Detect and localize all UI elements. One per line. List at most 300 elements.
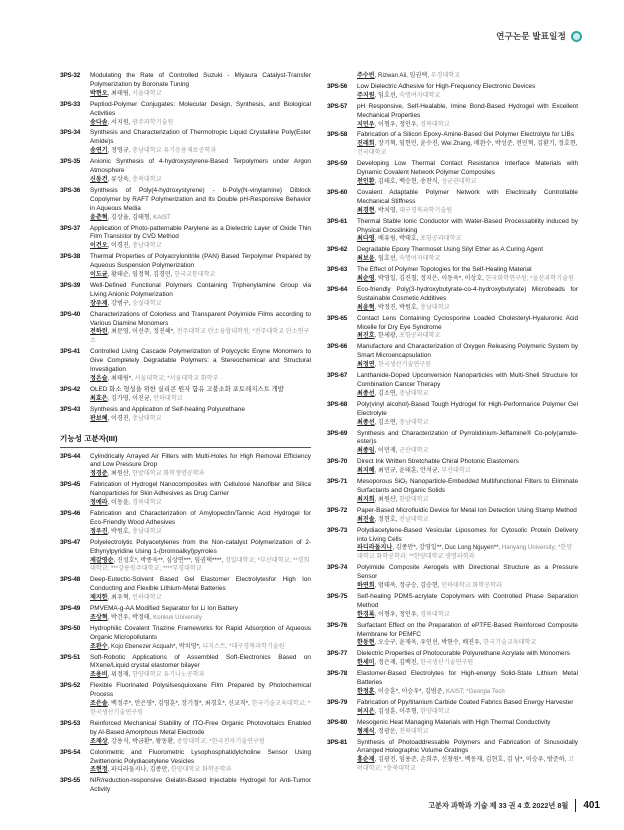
presenting-author: 홍순재 <box>357 756 375 764</box>
coauthors: , 정영규, <box>107 147 133 155</box>
entry-code: 3PS-45 <box>60 481 81 489</box>
entry-body <box>357 478 578 505</box>
affiliation: 인하대학교 <box>132 594 162 602</box>
entry-body <box>90 348 311 384</box>
presenting-author: 정경준 <box>90 470 108 478</box>
coauthors: , 박치영, <box>374 206 400 214</box>
entry-row <box>60 576 311 603</box>
entry-body <box>357 739 578 775</box>
entry-code: 3PS-53 <box>60 719 81 727</box>
entry-code: 3PS-46 <box>60 509 81 517</box>
affiliation: 숭실대학교 <box>132 299 162 307</box>
entry-body <box>357 160 578 187</box>
coauthors: , 박정진, 박원호, <box>374 303 421 311</box>
page-header <box>496 30 582 42</box>
section-heading: 기능성 고분자(III) <box>60 431 311 448</box>
entry-row <box>327 83 578 101</box>
entry-authors <box>90 643 311 652</box>
entry-code: 3PS-47 <box>60 538 81 546</box>
affiliation: 충남대학교 <box>132 242 162 250</box>
entry-row <box>327 507 578 525</box>
entry-code: 3PS-44 <box>60 452 81 460</box>
entry-row <box>327 670 578 697</box>
entry-code: 3PS-67 <box>327 372 348 380</box>
entry-row <box>327 699 578 717</box>
affiliation: 한양대학교 <box>420 707 450 715</box>
coauthors: , 백정주*, 안은영*, 김영훈*, 장기철*, 최경호*, 신교직*, <box>107 700 252 708</box>
entry-code: 3PS-37 <box>60 224 81 232</box>
entry-authors <box>357 140 578 158</box>
entry-row <box>60 605 311 623</box>
coauthors: , 박원호, <box>107 527 133 535</box>
entry-body <box>357 103 578 130</box>
entry-title: Covalent Adaptable Polymer Network with Electrically Controllable Mechanical Stiffness <box>357 188 578 205</box>
entry-title: Cylindrically Arrayed Air Filters with Multi-Holes for High Removal Efficiency and Low Pressure Drop <box>90 452 311 469</box>
entry-body <box>90 101 311 128</box>
entry-code: 3PS-77 <box>327 650 348 658</box>
affiliation: 한밭대학교 화학생명공학과 <box>132 470 205 478</box>
entry-title: OLED 화소 형성을 위한 실리콘 원자 함유 고불소화 포토레지스트 개발 <box>90 385 284 393</box>
presenting-author: 한동현 <box>357 639 375 647</box>
entry-code: 3PS-33 <box>60 100 81 108</box>
entry-row <box>327 131 578 158</box>
coauthors: , 배유림, 박태호, <box>374 235 421 243</box>
presenting-author: 한세미 <box>357 659 375 667</box>
affiliation: 충남대학교 <box>420 303 450 311</box>
entry-code: 3PS-72 <box>327 506 348 514</box>
entry-body <box>90 72 311 99</box>
entry-row <box>60 510 311 537</box>
entry-title: Controlled Living Cascade Polymerization of Polycyclic Enyne Monomers to Give Completely Degradable Polymers: a Stereochemical and Structural Investigation <box>90 348 311 374</box>
entry-code: 3PS-70 <box>327 458 348 466</box>
entry-code: 3PS-74 <box>327 564 348 572</box>
entry-authors <box>90 176 311 185</box>
presenting-author: 이도균 <box>90 271 108 279</box>
coauthors: , 김태호, 백승현, 송찬식, <box>374 177 442 185</box>
presenting-author: 윤춘혁 <box>90 213 108 221</box>
entry-title: pH Responsive, Self-Healable, Imine Bond-Based Hydrogel with Excellent Mechanical Properties <box>357 102 578 119</box>
entry-title: Low Dielectric Adhesive for High-Frequency Electronic Devices <box>357 82 536 90</box>
entry-body <box>357 507 578 525</box>
affiliation: 충남대학교 <box>399 389 429 397</box>
entry-body <box>357 430 578 457</box>
affiliation: Hanyang University; *한양대학교 화학공학과; **한양대학교 생명과학과 <box>357 544 573 561</box>
entry-title: Manufacture and Characterization of Oxygen Releasing Polymeric System by Smart Microencapsulation <box>357 343 578 360</box>
coauthors: , 이동윤, <box>107 499 133 507</box>
entry-authors <box>357 467 578 476</box>
presenting-author: 최종임 <box>357 447 375 455</box>
entry-title: Surfactant Effect on the Preparation of ePTFE-Based Reinforced Composite Membrane for PEMFC <box>357 621 578 638</box>
entry-authors <box>357 235 578 244</box>
entry-authors <box>357 447 578 456</box>
entry-code: 3PS-79 <box>327 698 348 706</box>
presenting-author: 하연희 <box>357 582 375 590</box>
entry-authors <box>357 275 578 284</box>
entry-body <box>357 699 578 717</box>
entry-code: 3PS-41 <box>60 348 81 356</box>
entry-title: Anionic Synthesis of 4-hydroxystyrene-Based Terpolymers under Argon Atmosphere <box>90 158 311 175</box>
presenting-author: 형재식 <box>357 727 375 735</box>
entry-title: Characterizations of Colorless and Transparent Polyimide Films according to Various Diamine Monomers <box>90 310 311 327</box>
entry-row <box>60 129 311 156</box>
entry-row <box>327 622 578 649</box>
entry-authors <box>357 659 578 668</box>
affiliation: 한양대학교 화학공학과 <box>170 766 232 774</box>
entry-authors <box>90 395 311 404</box>
entry-row <box>60 777 311 795</box>
entry-authors <box>357 544 578 562</box>
entry-title: Fabrication of Hydrogel Nanocomposites with Cellulose Nanofiber and Silica Nanoparticles for Skin Adhesives as Drug Carrier <box>90 481 311 498</box>
entry-authors <box>90 614 311 623</box>
entry-body <box>90 253 311 280</box>
affiliation: 전북대학교 <box>399 727 429 735</box>
entry-row <box>327 401 578 428</box>
entry-authors <box>90 528 311 537</box>
entry-code: 3PS-65 <box>327 314 348 322</box>
presenting-author: 지민우 <box>357 120 375 128</box>
entry-body <box>357 372 578 399</box>
entry-code: 3PS-62 <box>327 246 348 254</box>
entry-row <box>327 527 578 563</box>
entry-body <box>357 315 578 342</box>
entry-title: Paper-Based Microfluidic Device for Metal Ion Detection Using Stamp Method <box>357 506 577 514</box>
entry-title: Eco-friendly Poly(3-hydroxybutyrate-co-4-hydroxybutyrate) Microbeads for Sustainable Cosmetic Additives <box>357 285 578 302</box>
coauthors: , 김상율, 김태형, <box>107 213 154 221</box>
entry-title: Flexible Fluorinated Polysilsesquioxane Film Prepared by Photochemical Process <box>90 682 311 699</box>
entry-title: Developing Low Thermal Contact Resistance Interface Materials with Dynamic Covalent Network Polymer Composites <box>357 160 578 177</box>
presenting-author: 최지혜 <box>357 467 375 475</box>
affiliation: 인하대학교 <box>153 394 183 402</box>
coauthors: , 이형우, 정인우, <box>374 610 421 618</box>
entry-body <box>90 406 311 424</box>
coauthors: , <box>374 361 379 369</box>
entry-body <box>90 682 311 718</box>
coauthors: , 임호선, <box>374 91 400 99</box>
affiliation: 전주대학교 탄소융합대학원; *전주대학교 탄소연구소 <box>90 328 310 345</box>
affiliation: 경북대학교 <box>132 499 162 507</box>
right-column <box>327 72 578 784</box>
coauthors: , Kojo Ebenezer Acquah*, 박치영*, <box>107 642 203 650</box>
presenting-author: 천인환 <box>357 177 375 185</box>
entry-code: 3PS-49 <box>60 605 81 613</box>
coauthors: , 이경진, <box>107 414 133 422</box>
affiliation: 숙명여자대학교 <box>399 255 441 263</box>
affiliation: 한국화학연구원; *울산과학기술원 <box>485 275 574 283</box>
affiliation: 한국기술교육대학교; *한국생산기술연구원 <box>90 700 311 716</box>
entry-body <box>90 386 311 404</box>
coauthors: , 이형우, 정인우, <box>374 120 421 128</box>
entry-body <box>357 719 578 737</box>
presenting-author: 신동건 <box>90 175 108 183</box>
entry-authors <box>357 688 578 697</box>
entry-authors <box>357 516 578 525</box>
affiliation: 광주과학기술원 <box>132 118 174 126</box>
entry-code: 3PS-54 <box>60 748 81 756</box>
presenting-author: 최다영 <box>357 235 375 243</box>
affiliation: 중앙대학교; *한국전자기술연구원 <box>176 737 265 745</box>
entry-body <box>90 654 311 681</box>
presenting-author: 장우재 <box>90 299 108 307</box>
coauthors: , 황태순, 임정혁, 김경민, <box>107 271 175 279</box>
entry-code: 3PS-34 <box>60 129 81 137</box>
coauthors: , 서지원, <box>107 118 133 126</box>
entry-authors <box>90 766 311 775</box>
entry-authors <box>90 271 311 280</box>
coauthors: , 정은재, 김백진, <box>374 659 421 667</box>
coauthors: , 박영일, 김진철, 정지은, 이동욱*, 이상호, <box>374 275 486 283</box>
entry-title: Fabrication of Ppy/titanium Carbide Coated Fabrics Based Energy Harvester <box>357 698 574 706</box>
coauthors: , 강용식, 박금환*, 왕동환, <box>107 737 177 745</box>
entry-authors <box>357 496 578 505</box>
entry-row <box>60 187 311 223</box>
entry-row <box>60 453 311 480</box>
entry-body <box>90 481 311 508</box>
entry-body <box>90 576 311 603</box>
coauthors: , 최태림, <box>107 89 133 97</box>
entry-authors <box>357 582 578 591</box>
entry-authors <box>90 300 311 309</box>
entry-title: PMVEMA-g-AA Modified Separator for Li Ion Battery <box>90 605 239 613</box>
presenting-author: 최정연 <box>357 361 375 369</box>
entry-title: Degradable Epoxy Thermoset Using Silyl Ether as A Curing Agent <box>357 246 544 254</box>
entry-authors <box>90 700 311 718</box>
presenting-author: 조은솔 <box>90 700 108 708</box>
entry-code: 3PS-61 <box>327 217 348 225</box>
entry-body <box>357 670 578 697</box>
entry-code: 3PS-78 <box>327 670 348 678</box>
entry-title: Elastomer-Based Electrolytes for High-energy Solid-State Lithium Metal Batteries <box>357 670 578 687</box>
entry-body <box>90 625 311 652</box>
entry-code: 3PS-50 <box>60 624 81 632</box>
coauthors: , 김소연, <box>374 389 400 397</box>
entry-code <box>327 72 357 81</box>
entry-body <box>357 246 578 264</box>
presenting-author: 정예라 <box>90 499 108 507</box>
entry-row <box>327 189 578 216</box>
affiliation: 숙명여자대학교 <box>399 91 441 99</box>
left-column <box>60 72 311 794</box>
entry-title: Mesoporous SiO₂ Nanoparticle-Embedded Multifunctional Filters to Eliminate Surfactants and Organic Solids <box>357 478 578 494</box>
entry-title: Contact Lens Containing Cyclosporine Loaded Cholesteryl-Hyaluronic Acid Micelle for Dry Eye Syndrome <box>357 314 578 331</box>
coauthors: , 이승훈*, 이승우*, 김범준, <box>374 688 446 695</box>
affiliation: 경일대학교; *부산대학교; **경희대학교; ***강릉원주대학교; ****부경대학교 <box>90 556 310 573</box>
entry-title: Synthesis and Application of Self-healing Polyurethane <box>90 405 245 413</box>
affiliation: 한국생산기술연구원 <box>420 659 474 667</box>
affiliation: 대구경북과학기술원 <box>399 206 453 214</box>
entry-row <box>327 246 578 264</box>
entry-row <box>327 266 578 284</box>
entry-row <box>60 720 311 747</box>
entry-code: 3PS-57 <box>327 102 348 110</box>
entry-body <box>90 539 311 575</box>
entry-code: 3PS-66 <box>327 343 348 351</box>
coauthors: , 김종만*, 강영일**, Duc Long Nguyen**, <box>392 544 502 552</box>
affiliation: 서울대학교; *서울대학교 화학부 <box>134 375 219 382</box>
entry-title: Hydrophilic Covalent Triazine Frameworks for Rapid Adsorption of Aqueous Organic Micropollutants <box>90 624 311 641</box>
entry-authors <box>357 708 578 717</box>
entry-title: Thermal Stable Ionic Conductor with Water-Based Processability induced by Physical Crosslinking <box>357 217 578 234</box>
presenting-author: 최순영 <box>357 275 375 283</box>
entry-title: Fabrication of a Silicon Epoxy-Amine-Based Gel Polymer Electrolyte for LIBs <box>357 131 575 139</box>
entry-authors <box>90 594 311 603</box>
presenting-author: 조상혁 <box>90 613 108 621</box>
entry-body <box>90 225 311 252</box>
presenting-author: 박현오 <box>90 89 108 97</box>
presenting-author: 조용비 <box>90 671 108 679</box>
entry-authors <box>357 756 578 774</box>
entry-authors <box>357 639 578 648</box>
entry-code: 3PS-55 <box>60 777 81 785</box>
affiliation: 포항공과대학교 <box>399 332 441 340</box>
entry-body <box>357 189 578 216</box>
entry-code: 3PS-39 <box>60 281 81 289</box>
coauthors: , 장기혁, 임헌민, 윤수진, Wei Zhang, 배완수, 박성준, 전민혁, 김환기, 정호현, <box>374 140 578 148</box>
entry-title: Reinforced Mechanical Stability of ITO-Free Organic Photovoltaics Enabled by Al-Based Amorphous Metal Electrode <box>90 719 311 736</box>
entry-row <box>60 101 311 128</box>
presenting-author: 조완수 <box>90 642 108 650</box>
presenting-author: 최경현 <box>357 206 375 214</box>
entry-code: 3PS-71 <box>327 478 348 486</box>
entry-title: Peptiod-Polymer Conjugates: Molecular Design, Synthesis, and Biological Activities <box>90 100 311 117</box>
entry-row <box>60 654 311 681</box>
affiliation: 한양대학교 유기나노공학과 <box>132 671 205 679</box>
affiliation: 부경대학교 <box>430 72 461 79</box>
affiliation: 성균관대학교 <box>441 177 477 185</box>
entry-row <box>60 749 311 776</box>
presenting-author: 허지은 <box>357 707 375 715</box>
entry-body <box>90 720 311 747</box>
entry-code: 3PS-58 <box>327 131 348 139</box>
presenting-author: 한경록 <box>357 610 375 618</box>
entry-authors <box>357 178 578 187</box>
entry-body <box>90 777 311 795</box>
entry-body <box>90 129 311 156</box>
entry-row <box>60 539 311 575</box>
entry-authors <box>90 328 311 346</box>
entry-code: 3PS-51 <box>60 653 81 661</box>
entry-row <box>327 478 578 505</box>
entry-title: Poly(vinyl alcohol)-Based Tough Hydrogel for High-Performance Polymer Gel Electrolyte <box>357 400 578 417</box>
entry-row <box>60 72 311 99</box>
entry-title: Soft-Robotic Applications of Assembled Soft-Electronics Based on MXene/Liquid crystal elastomer bilayer <box>90 653 311 670</box>
coauthors: , 파디라둘지나, 김종만, <box>107 766 171 774</box>
entry-row <box>327 739 578 775</box>
entry-row <box>60 253 311 280</box>
coauthors: , 김광진, 임용준, 손희주, 신창원*, 백동재, 김현호, 김 남*, 이승우, 방준하, <box>374 756 569 764</box>
entry-title: The Effect of Polymer Topologies for the Self-Healing Material <box>357 266 532 274</box>
affiliation: 충북대학교 <box>132 175 162 183</box>
coauthors: , 최태림*, <box>107 375 135 382</box>
entry-authors <box>90 470 311 479</box>
entry-code: 3PS-73 <box>327 526 348 534</box>
affiliation: 포항공과대학교 <box>420 235 462 243</box>
entry-row <box>60 625 311 652</box>
entry-authors <box>90 375 311 384</box>
entry-code: 3PS-60 <box>327 188 348 196</box>
affiliation: 부산대학교 <box>441 467 471 475</box>
entry-authors <box>357 121 578 130</box>
entry-authors <box>90 147 311 156</box>
coauthors: , 최원산, <box>374 495 400 503</box>
entry-code: 3PS-42 <box>60 385 81 393</box>
entry-title: Polyimide Composite Aerogels with Directional Structure as a Pressure Sensor <box>357 564 578 581</box>
coauthors: , 진성호*, 박종욱**, 심상연***, 임권택****, <box>113 556 225 564</box>
affiliation: 충남대학교 <box>132 527 162 535</box>
entry-authors <box>357 361 578 370</box>
presenting-author: 최효은 <box>90 394 108 402</box>
entry-body <box>357 266 578 284</box>
presenting-author: 전하린 <box>90 328 108 336</box>
entry-code: 3PS-75 <box>327 592 348 600</box>
entry-title: Thermal Properties of Polyacrylonitrile (PAN) Based Terpolymer Prepared by Aqueous Suspension Polymerization <box>90 253 311 270</box>
entry-authors <box>357 72 578 81</box>
coauthors: , 박건우, 박정태, <box>107 613 154 621</box>
affiliation: 건국대학교 <box>357 149 387 157</box>
coauthors: , 김성훈, 이주형, <box>374 707 421 715</box>
entry-title: Synthesis of Poly(4-hydroxystyrene) - b-Poly(N-vinylamine) Diblock Copolymer by RAFT Polymerization and Its Double pH-Responsive Behavior in Aqueous Media <box>90 186 311 212</box>
entry-body <box>90 158 311 185</box>
presenting-author: 최진호 <box>357 332 375 340</box>
coauthors: , 정광운, <box>374 727 400 735</box>
coauthors: , 류상욱, <box>107 175 133 183</box>
entry-body <box>357 131 578 158</box>
entry-code: 3PS-68 <box>327 400 348 408</box>
footer-page-number: 401 <box>583 800 600 811</box>
affiliation: 충남대학교 유기응용재료공학과 <box>132 147 217 155</box>
affiliation: 한국생산기술연구원 <box>378 361 432 369</box>
coauthors: , 위정재, <box>107 671 133 679</box>
entry-authors <box>90 499 311 508</box>
entry-row <box>327 372 578 399</box>
entry-title: Synthesis and Characterization of Pyrrolidinium-Jeffamine® Co-poly(amide-ester)s <box>357 429 578 446</box>
affiliation: 인하대학교 화학공학과 <box>441 582 502 590</box>
entry-code: 3PS-81 <box>327 738 348 746</box>
entry-code: 3PS-40 <box>60 310 81 318</box>
entry-row <box>327 286 578 313</box>
presenting-author: 조재상 <box>90 737 108 745</box>
entry-row <box>60 282 311 309</box>
entry-body <box>357 564 578 591</box>
entry-authors <box>90 214 311 223</box>
coauthors: , 최문영, 이선주, 정진해*, <box>107 328 177 336</box>
program-columns <box>60 72 578 794</box>
coauthors: , 김가영, 이진균, <box>107 394 154 402</box>
entry-row <box>327 564 578 591</box>
entry-authors <box>357 255 578 264</box>
entry-row <box>60 386 311 404</box>
presenting-author: 최윤혁 <box>357 303 375 311</box>
entry-title: Fabrication and Characterization of Amylopectin/Tannic Acid Hydrogel for Eco-Friendly Wood Adhesives <box>90 509 311 526</box>
entry-body <box>357 650 578 668</box>
entry-title: Direct Ink Written Stretchable Chiral Photonic Elastomers <box>357 458 519 466</box>
presenting-author: 조현정 <box>90 766 108 774</box>
entry-code: 3PS-59 <box>327 160 348 168</box>
entry-row <box>60 158 311 185</box>
entry-body <box>357 286 578 313</box>
entry-body <box>357 458 578 476</box>
entry-title: Synthesis and Characterization of Thermotropic Liquid Crystalline Poly(Ester Amide)s <box>90 129 311 146</box>
entry-authors <box>90 671 311 680</box>
entry-row <box>327 103 578 130</box>
entry-authors <box>90 557 311 575</box>
entry-title: Polyelectrolytic Polyacetylenes from the Non-catalyst Polymerization of 2-Ethynylpyridine Using 1-(bromoalkyl)pyrroles <box>90 538 311 555</box>
entry-authors <box>90 242 311 251</box>
affiliation: 서울대학교 <box>132 89 162 97</box>
entry-body <box>357 622 578 649</box>
entry-code: 3PS-48 <box>60 576 81 584</box>
entry-row <box>327 343 578 370</box>
entry-authors <box>90 119 311 128</box>
